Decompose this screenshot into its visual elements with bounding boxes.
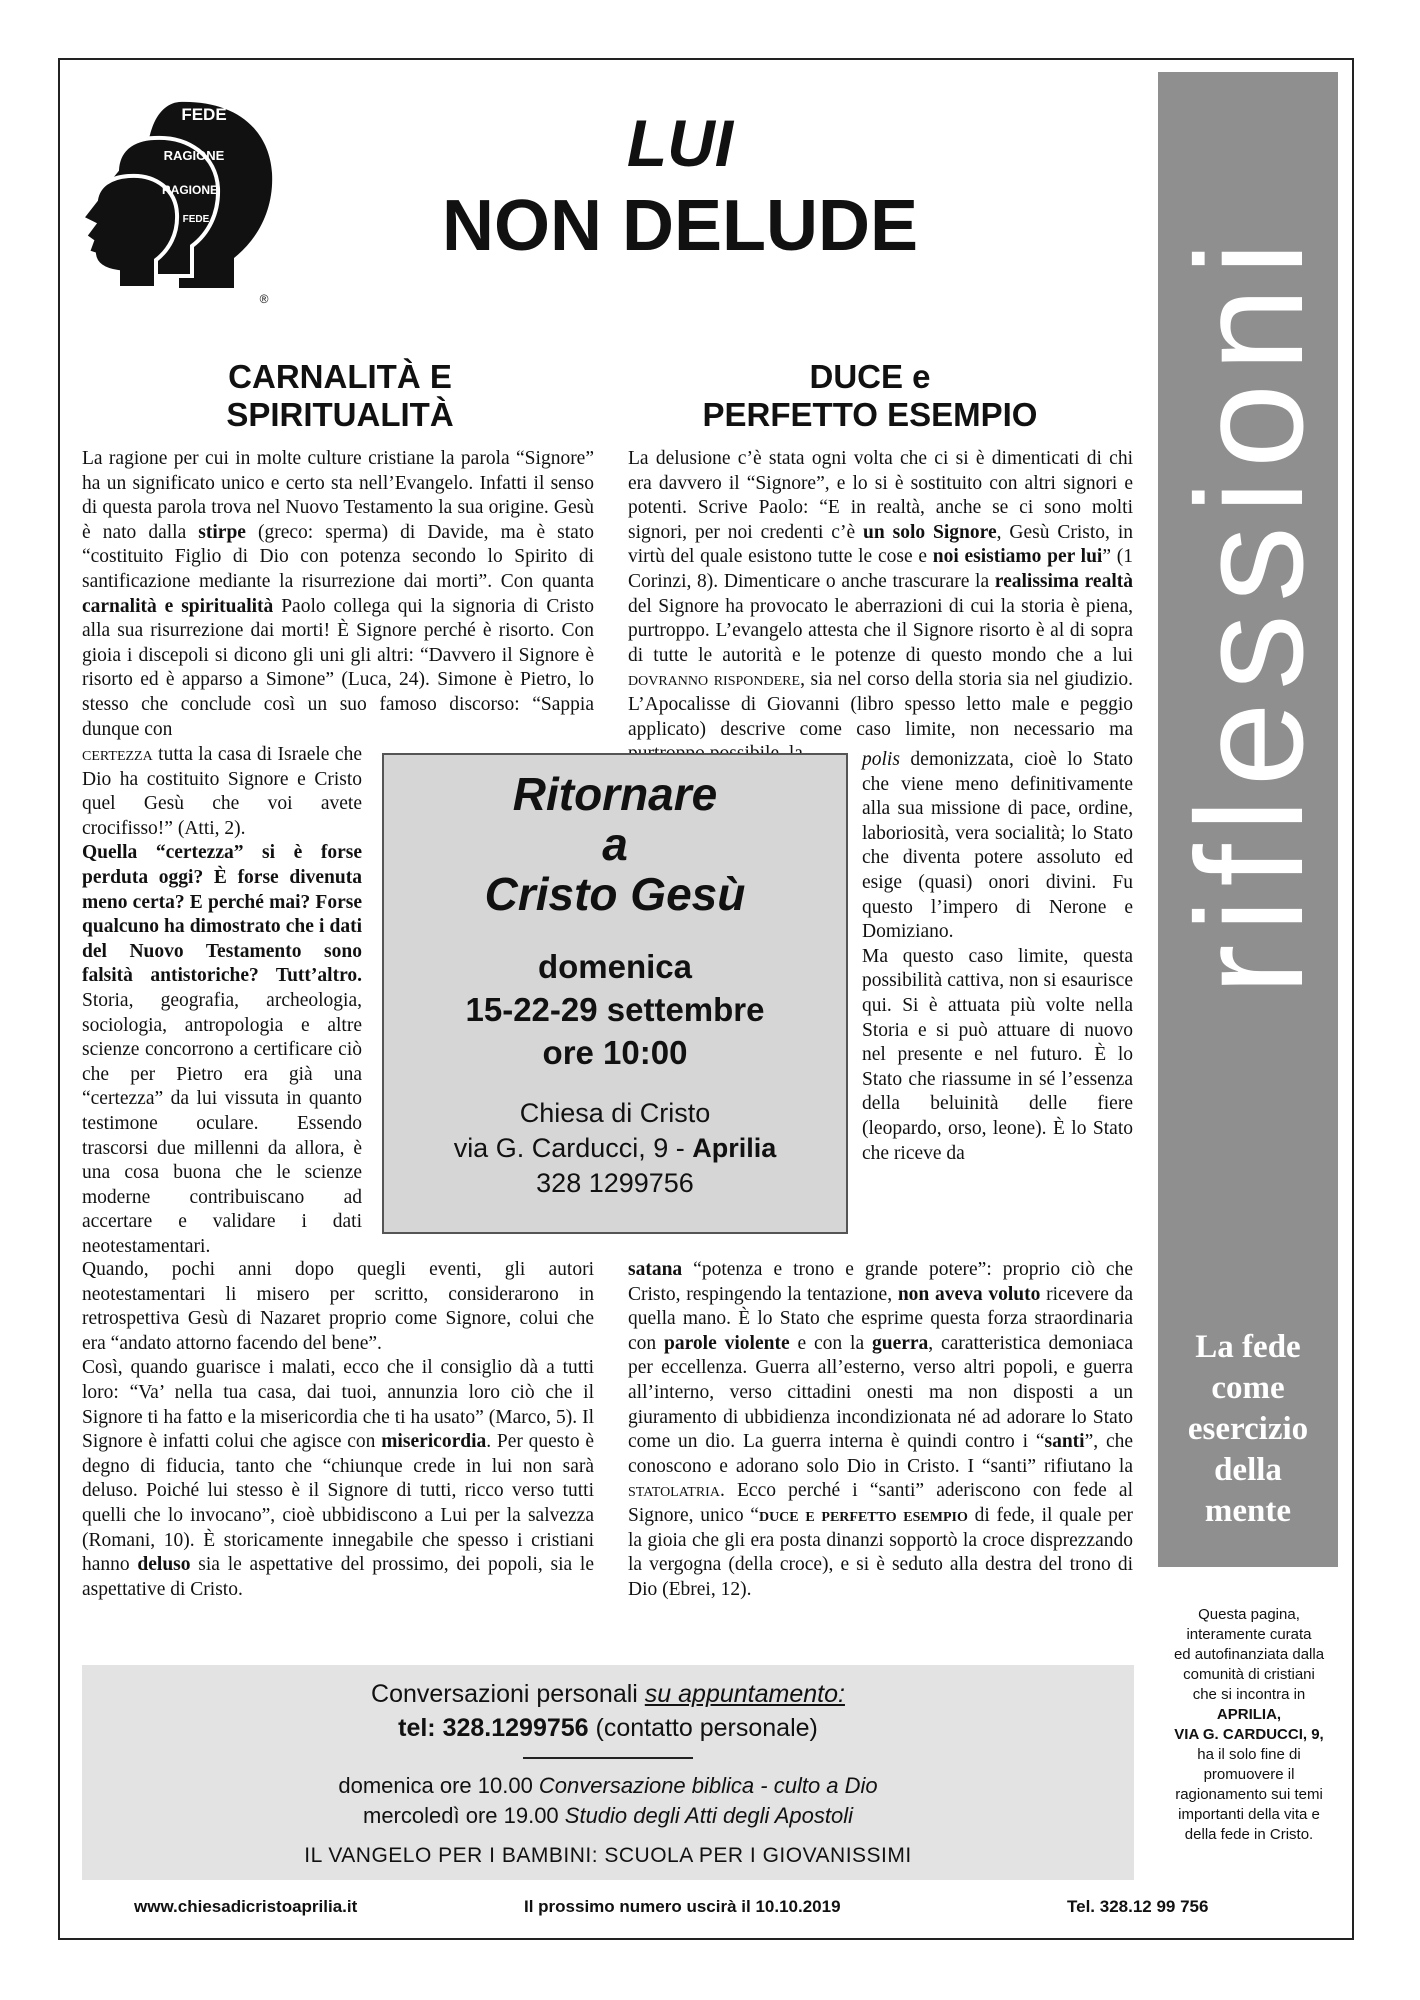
contact-box xyxy=(82,1665,1134,1880)
schedule-wednesday: mercoledì ore 19.00 Studio degli Atti degli Apostoli xyxy=(363,1803,853,1828)
side-note-line: interamente curata xyxy=(1186,1626,1312,1643)
right-paragraph-2-start: Ma questo caso limite, questa possibilità cattiva, non si esaurisce qui. Si è attuata più volte nella Storia e si può attuare di nuovo nel presente e nel futuro. È lo Stato che riassume in sé l’essenza della beluinità delle fiere (leopardo, orso, leone). È lo Stato che riceve da xyxy=(862,945,1133,1164)
kids-school: IL VANGELO PER I BAMBINI: SCUOLA PER I GIOVANISSIMI xyxy=(304,1844,912,1867)
phone-line: tel: 328.1299756 (contatto personale) xyxy=(398,1714,818,1742)
sidebar-subtitle-line: La fede xyxy=(1195,1329,1301,1365)
side-note-line: VIA G. CARDUCCI, 9, xyxy=(1174,1726,1324,1743)
event-church: Chiesa di Cristo xyxy=(519,1098,711,1128)
right-heading-line-1: DUCE e xyxy=(809,358,931,395)
side-note-line: che si incontra in xyxy=(1192,1686,1306,1703)
appointment-line: Conversazioni personali su appuntamento: xyxy=(371,1680,845,1708)
event-box xyxy=(382,753,848,1234)
title-line-2: NON DELUDE xyxy=(441,186,918,266)
right-paragraph-2-end: satana “potenza e trono e grande potere”: proprio ciò che Cristo, respingendo la tentazione, non aveva voluto ricevere da quella mano. È lo Stato che esprime questa forza straordinaria con parole violente e con la guerra, caratteristica demoniaca per eccellenza. Guerra all’esterno, verso altri popoli, e guerra all’interno, verso cittadini onesti ma non disposti a un giuramento di ubbidienza incondizionata né ad adorare lo Stato come un dio. La guerra interna è quindi contro i “santi”, che conoscono e adorano solo Dio in Cristo. I “santi” rifiutano la statolatria. Ecco perché i “santi” aderiscono con fede al Signore, unico “duce e perfetto esempio di fede, il quale per la gioia che gli era posta dinanzi sopportò la croce disprezzando la vergogna (della croce), e si è seduto alla destra del trono di Dio (Ebrei, 12). xyxy=(628,1259,1134,1600)
event-address: via G. Carducci, 9 - Aprilia xyxy=(453,1133,777,1163)
logo-word-ragione: RAGIONE xyxy=(163,148,225,163)
side-note-line: Questa pagina, xyxy=(1198,1606,1300,1623)
event-phone: 328 1299756 xyxy=(536,1168,694,1198)
next-issue: Il prossimo numero uscirà il 10.10.2019 xyxy=(524,1897,841,1916)
right-article-top xyxy=(628,447,1133,767)
right-heading-line-2: PERFETTO ESEMPIO xyxy=(702,396,1038,433)
left-paragraph-1-start: La ragione per cui in molte culture cristiane la parola “Signore” ha un significato unico e certo sta nell’Evangelo. Infatti il senso di questa parola trova nel Nuovo Testamento la sua origine. Gesù è nato dalla stirpe (greco: sperma) di Davide, ma è stato “costituito Figlio di Dio con potenza secondo lo Spirito di santificazione mediante la risurrezione dai morti”. Con quanta carnalità e spiritualità Paolo collega qui la signoria di Cristo alla sua risurrezione dai morti! È Signore perché è risorto. Con gioia i discepoli si dicono gli uni gli altri: “Davvero il Signore è risorto ed è apparso a Simone” (Luca, 24). Simone è Pietro, lo stesso che conclude così un suo famoso discorso: “Sappia dunque con xyxy=(82,448,595,740)
event-line-1: Ritornare xyxy=(512,768,718,820)
side-note-line: della fede in Cristo. xyxy=(1184,1826,1314,1843)
riflessioni-title xyxy=(1160,705,1340,995)
right-article-bottom xyxy=(628,1258,1133,1602)
event-line-3: Cristo Gesù xyxy=(484,868,746,920)
event-time: ore 10:00 xyxy=(542,1034,688,1071)
right-heading xyxy=(660,358,1080,434)
event-day: domenica xyxy=(537,948,693,985)
logo-word-fede-2: FEDE xyxy=(182,214,210,225)
sidebar-subtitle-line: esercizio xyxy=(1187,1411,1309,1447)
registered-mark: ® xyxy=(259,292,269,306)
schedule-sunday: domenica ore 10.00 Conversazione biblica - culto a Dio xyxy=(338,1773,878,1798)
side-note-line: promuovere il xyxy=(1203,1766,1295,1783)
fede-ragione-logo xyxy=(84,98,284,308)
side-note xyxy=(1158,1605,1340,1845)
left-paragraph-1-end: certezza tutta la casa di Israele che Dio ha costituito Signore e Cristo quel Gesù che voi avete crocifisso!” (Atti, 2). xyxy=(82,744,362,839)
right-paragraph-1-end: polis demonizzata, cioè lo Stato che viene meno definitivamente alla sua missione di pace, ordine, laboriosità, vera socialità; lo Stato che diventa potere assoluto ed esige (quasi) onori divini. Fu questo l’impero di Nerone e Domiziano. xyxy=(862,749,1133,943)
left-article-narrow xyxy=(82,743,362,1259)
left-paragraph-4: Così, quando guarisce i malati, ecco che il consiglio dà a tutti loro: “Va’ nella tua casa, dai tuoi, annunzia loro ciò che il Signore ti ha fatto e la misericordia che ti ha usato” (Marco, 5). Il Signore è infatti colui che agisce con misericordia. Per questo è degno di fiducia, tanto che “chiunque crede in lui non sarà deluso. Poiché lui stesso è il Signore di tutti, ricco verso tutti quelli che lo invocano”, cioè ubbidiscono a Lui per la salvezza (Romani, 10). È storicamente innegabile che spesso i cristiani hanno deluso sia le aspettative del prossimo, dei popoli, sia le aspettative di Cristo. xyxy=(82,1357,594,1600)
logo-word-ragione-2: RAGIONE xyxy=(161,183,219,197)
side-note-line: ragionamento sui temi xyxy=(1175,1786,1323,1803)
logo-word-fede: FEDE xyxy=(181,105,227,124)
left-article-bottom xyxy=(82,1258,594,1602)
website-link[interactable]: www.chiesadicristoaprilia.it xyxy=(134,1897,358,1916)
right-paragraph-1-start: La delusione c’è stata ogni volta che ci si è dimenticati di chi era davvero il “Signore”, e lo si è sostituito con altri signori e potenti. Scrive Paolo: “E in realtà, anche se ci sono molti signori, per noi credenti c’è un solo Signore, Gesù Cristo, in virtù del quale esistono tutte le cose e noi esistiamo per lui” (1 Corinzi, 8). Dimenticare o anche trascurare la realissima realtà del Signore ha provocato le aberrazioni di cui la storia è piena, purtroppo. L’evangelo attesta che il Signore risorto è al di sopra di tutte le autorità e le potenze di questo mondo che a lui dovranno rispondere, sia nel corso della storia sia nel giudizio. L’Apocalisse di Giovanni (libro spesso letto male e peggio applicato) descrive come caso limite, non necessario ma xyxy=(628,448,1134,740)
left-paragraph-3: Quando, pochi anni dopo quegli eventi, gli autori neotestamentari li misero per scritto, considerarono in retrospettiva Gesù di Nazaret proprio come Signore, colui che era “andato attorno facendo del bene”. xyxy=(82,1259,594,1354)
left-article-top xyxy=(82,447,594,742)
side-note-line: importanti della vita e xyxy=(1178,1806,1320,1823)
footer-phone: Tel. 328.12 99 756 xyxy=(1067,1897,1209,1916)
divider xyxy=(523,1757,693,1759)
event-line-2: a xyxy=(602,818,628,870)
left-heading-line-1: CARNALITÀ E xyxy=(228,358,452,395)
left-heading-line-2: SPIRITUALITÀ xyxy=(226,396,454,433)
side-note-line: ed autofinanziata dalla xyxy=(1173,1646,1325,1663)
sidebar-subtitle xyxy=(1158,1327,1338,1532)
left-paragraph-2: Quella “certezza” si è forse perduta oggi? È forse divenuta meno certa? E perché mai? Forse qualcuno ha dimostrato che i dati del Nuovo Testamento sono falsità antistoriche? Tutt’altro. Storia, geografia, archeologia, sociologia, antropologia e altre scienze concorrono a certificare ciò che per Pietro era già una “certezza” da lui vissuta in quanto testimone oculare. Essendo trascorsi due millenni da allora, è una cosa buona che le scienze moderne contribuiscano ad accertare e validare i dati neotestamentari. xyxy=(82,842,362,1257)
left-heading xyxy=(160,358,520,434)
title-line-1: LUI xyxy=(626,106,734,180)
side-note-line: comunità di cristiani xyxy=(1183,1666,1315,1683)
sidebar-subtitle-line: mente xyxy=(1204,1493,1292,1529)
side-note-line: ha il solo fine di xyxy=(1197,1746,1301,1763)
sidebar-subtitle-line: della xyxy=(1214,1452,1282,1488)
right-article-narrow xyxy=(862,748,1133,1166)
sidebar-subtitle-line: come xyxy=(1211,1370,1285,1406)
event-dates: 15-22-29 settembre xyxy=(465,991,765,1028)
side-note-line: APRILIA, xyxy=(1216,1706,1282,1723)
